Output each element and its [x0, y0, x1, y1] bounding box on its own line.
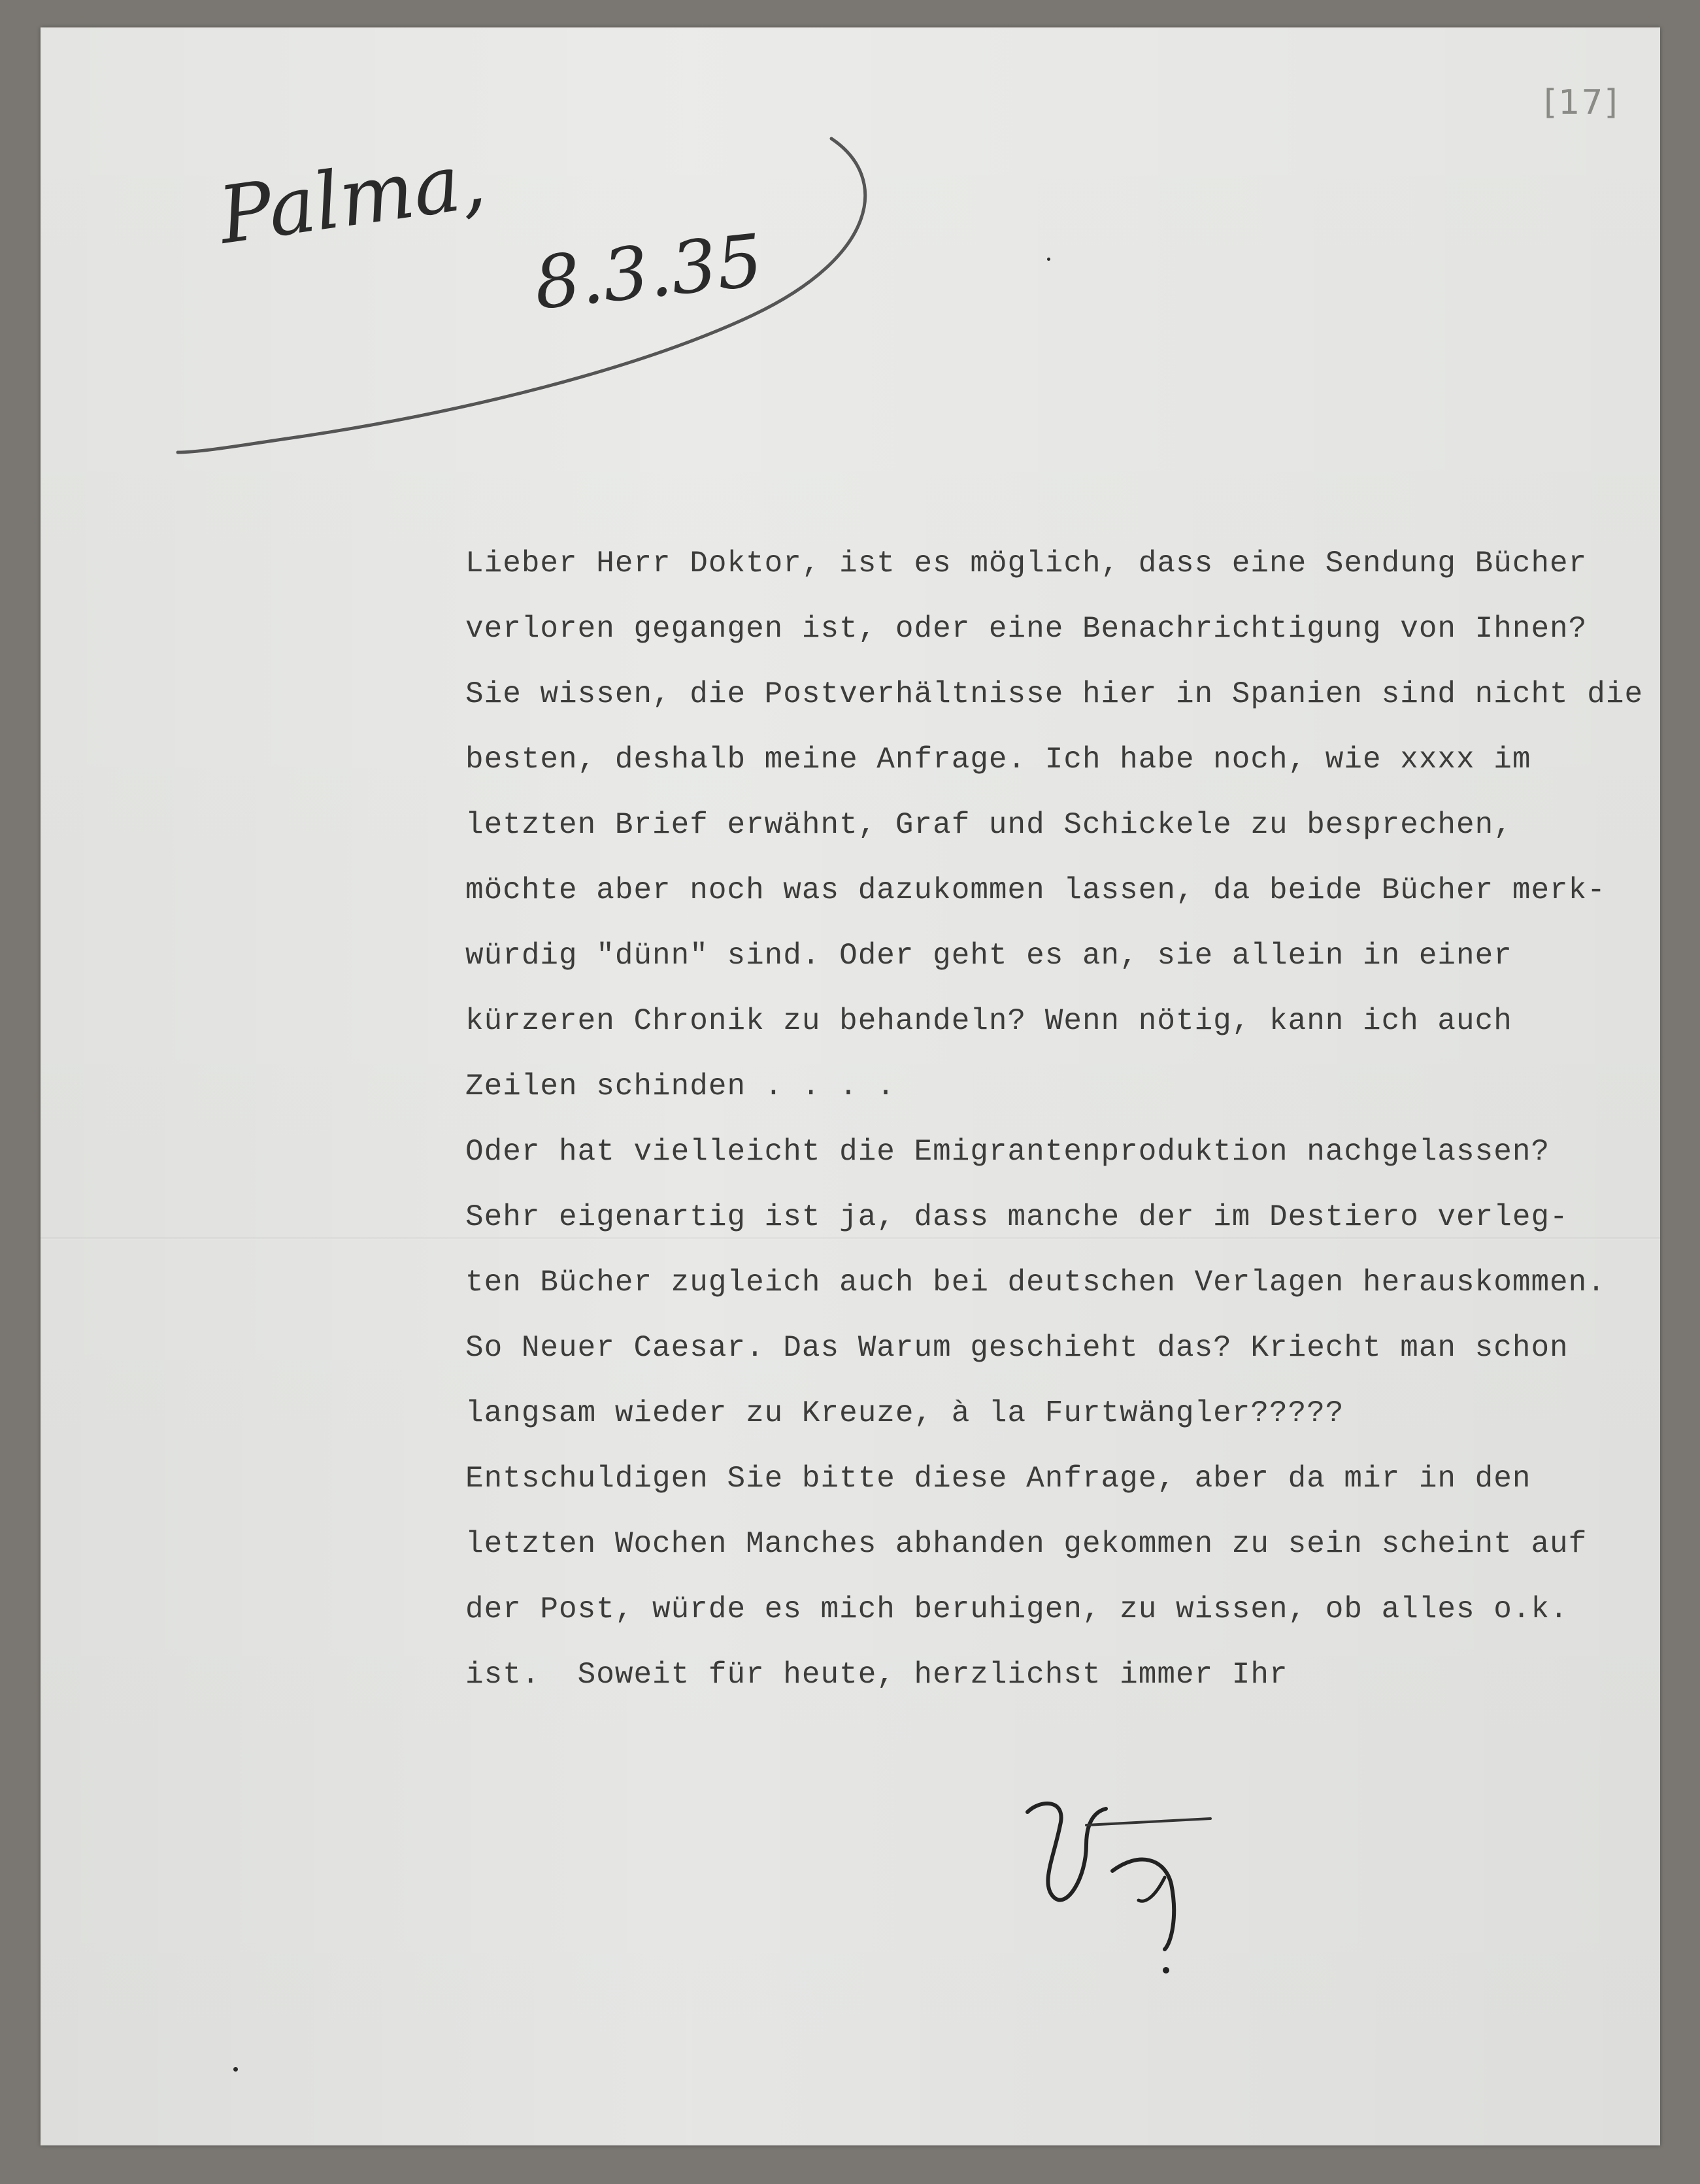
letter-page [41, 27, 1660, 2145]
handwritten-place: Palma, [213, 135, 491, 262]
body-line: Oder hat vielleicht die Emigrantenproduktion nachgelassen? [465, 1135, 1550, 1169]
body-line: Lieber Herr Doktor, ist es möglich, dass eine Sendung Bücher [465, 546, 1588, 580]
body-line: verloren gegangen ist, oder eine Benachrichtigung von Ihnen? [465, 612, 1588, 646]
ink-speck [1047, 258, 1050, 261]
body-line: möchte aber noch was dazukommen lassen, da beide Bücher merk- [465, 873, 1606, 907]
body-line: Sie wissen, die Postverhältnisse hier in Spanien sind nicht die [465, 677, 1644, 711]
body-line: der Post, würde es mich beruhigen, zu wissen, ob alles o.k. [465, 1592, 1569, 1626]
body-line: ten Bücher zugleich auch bei deutschen Verlagen herauskommen. [465, 1266, 1606, 1300]
body-line: ist. Soweit für heute, herzlichst immer Ihr [465, 1658, 1288, 1692]
handwritten-date: 8.3.35 [530, 218, 767, 326]
signature-drawing [1014, 1786, 1230, 1982]
body-line: kürzeren Chronik zu behandeln? Wenn nötig, kann ich auch [465, 1004, 1512, 1038]
body-line: langsam wieder zu Kreuze, à la Furtwängler????? [465, 1396, 1344, 1430]
ink-speck [233, 2067, 238, 2072]
body-line: So Neuer Caesar. Das Warum geschieht das? Kriecht man schon [465, 1331, 1569, 1365]
body-line: letzten Brief erwähnt, Graf und Schickele zu besprechen, [465, 808, 1512, 842]
archive-number: [17] [1544, 83, 1619, 122]
handwritten-header-drawing [152, 126, 969, 492]
body-line: würdig "dünn" sind. Oder geht es an, sie allein in einer [465, 939, 1512, 973]
letter-body [465, 531, 1700, 1707]
handwritten-header [152, 126, 969, 492]
body-line: besten, deshalb meine Anfrage. Ich habe noch, wie xxxx im [465, 743, 1531, 777]
signature [1014, 1786, 1230, 1982]
body-line: Sehr eigenartig ist ja, dass manche der im Destiero verleg- [465, 1200, 1569, 1234]
body-line: letzten Wochen Manches abhanden gekommen zu sein scheint auf [465, 1527, 1588, 1561]
body-line: Entschuldigen Sie bitte diese Anfrage, aber da mir in den [465, 1462, 1531, 1496]
body-line: Zeilen schinden . . . . [465, 1069, 895, 1103]
